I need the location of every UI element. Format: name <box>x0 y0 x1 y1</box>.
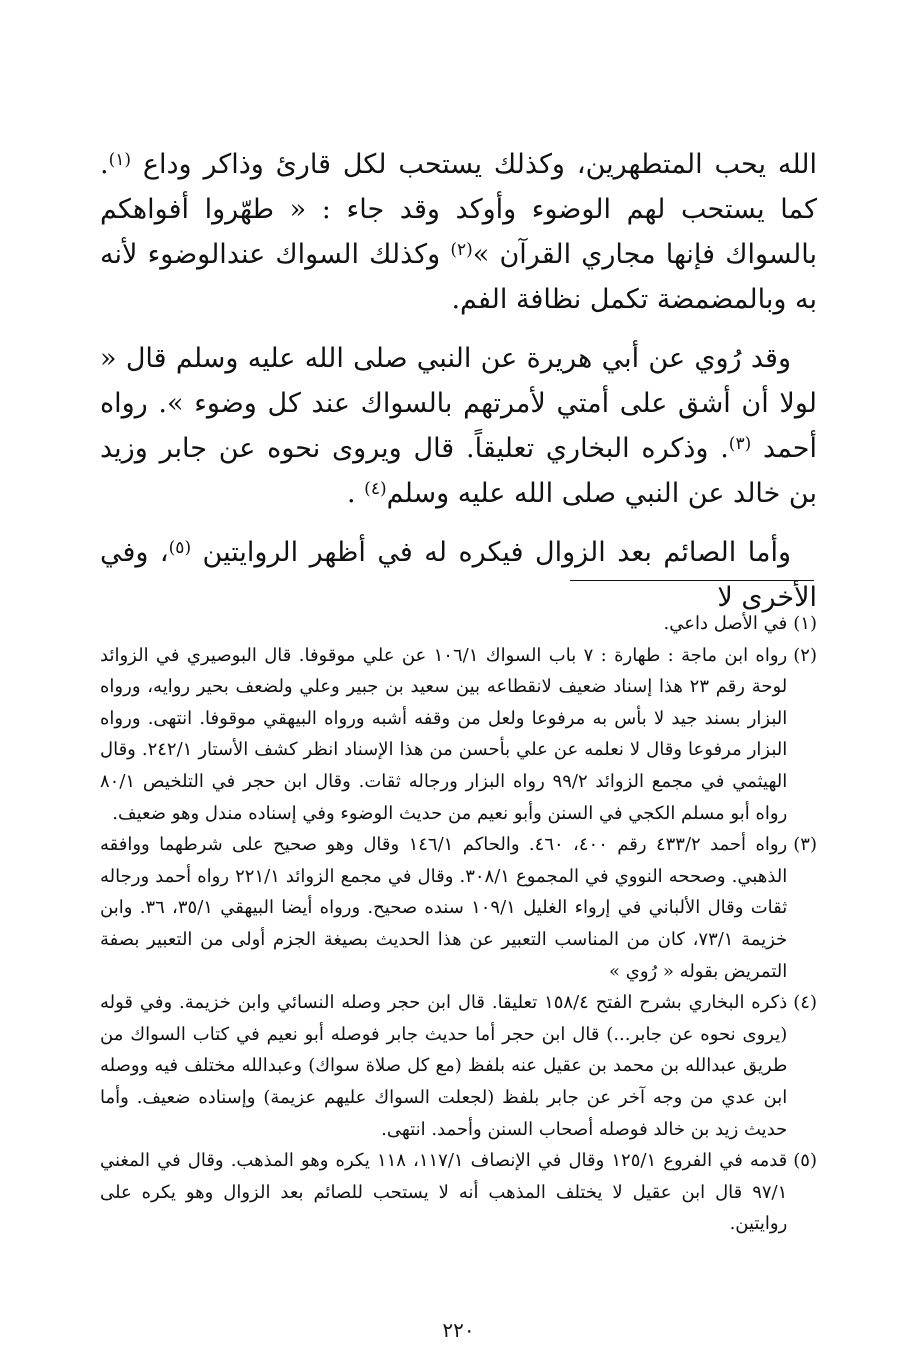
footnote-text: رواه أحمد ٤٣٣/٢ رقم ٤٠٠، ٤٦٠. والحاكم ١٤٦/١ وقال وهو صحيح على شرطهما ووافقه الذهبي. وصححه النووي في المجموع ٣٠٨/١. وقال في مجمع الزوائد ٢٢١/١ رواه أحمد ورجاله ثقات وقال الألباني في إرواء الغليل ١٠٩/١ سنده صحيح. ورواه أيضا البيهقي ٣٥/١، ٣٦. وابن خزيمة ٧٣/١، كان من المناسب التعبير عن هذا الحديث بصيغة الجزم أولى من التعبير بصفة التمريض بقوله « رُوي » <box>100 834 788 982</box>
body-text-segment: وكذلك السواك عندالوضوء لأنه به وبالمضمضة تكمل نظافة الفم. <box>100 239 817 315</box>
footnote-reference: (٥) <box>168 538 192 558</box>
footnote-number: (٣) <box>793 834 817 856</box>
footnote-reference: (٣) <box>728 434 752 454</box>
footnote-text: قدمه في الفروع ١٢٥/١ وقال في الإنصاف ١١٧/١، ١١٨ يكره وهو المذهب. وقال في المغني ٩٧/١ قال ابن عقيل لا يختلف المذهب أنه لا يستحب للصائم بعد الزوال وهو يكره على روايتين. <box>100 1150 788 1235</box>
footnote-reference: (٤) <box>364 479 387 499</box>
footnote-number: (٤) <box>793 992 817 1014</box>
footnote-2 <box>100 640 817 830</box>
body-paragraph-1 <box>100 142 817 322</box>
body-text-segment: وقد رُوي عن أبي هريرة عن النبي صلى الله عليه وسلم قال « لولا أن أشق على أمتي لأمرتهم بالسواك عند كل وضوء ». رواه أحمد <box>100 343 818 464</box>
footnote-4 <box>100 987 817 1145</box>
footnotes <box>100 608 817 1240</box>
page-body <box>100 142 817 634</box>
footnote-text: ذكره البخاري بشرح الفتح ١٥٨/٤ تعليقا. قال ابن حجر وصله النسائي وابن خزيمة. وفي قوله (يروى نحوه عن جابر...) قال ابن حجر أما حديث جابر فوصله أبو نعيم في كتاب السواك من طريق عبدالله بن محمد بن عقيل عنه بلفظ (مع كل صلاة سواك) وعبدالله مختلف فيه ووصله ابن عدي من وجه آخر عن جابر بلفظ (لجعلت السواك عليهم عزيمة) وإسناده ضعيف. وأما حديث زيد بن خالد فوصله أصحاب السنن وأحمد. انتهى. <box>100 992 788 1140</box>
footnote-text: في الأصل داعي. <box>663 613 788 634</box>
footnote-number: (٥) <box>793 1150 817 1172</box>
body-text-segment: وأما الصائم بعد الزوال فيكره له في أظهر الروايتين <box>191 537 791 568</box>
footnote-5 <box>100 1145 817 1240</box>
footnote-separator <box>570 580 814 581</box>
body-text-segment: ، وفي الأخرى لا <box>100 537 817 613</box>
body-paragraph-2 <box>100 336 817 516</box>
body-text-segment: . كما يستحب لهم الوضوء وأوكد وقد جاء : « طهّروا أفواهكم بالسواك فإنها مجاري القرآن » <box>100 149 817 270</box>
main-text <box>100 142 817 620</box>
footnote-3 <box>100 829 817 987</box>
page-number: ٢٢٠ <box>442 1318 475 1342</box>
footnote-reference: (١) <box>108 150 132 170</box>
body-text-segment: . وذكره البخاري تعليقاً. قال ويروى نحوه عن جابر وزيد بن خالد عن النبي صلى الله عليه وسلم <box>100 433 817 509</box>
footnote-number: (٢) <box>793 644 817 666</box>
body-paragraph-3 <box>100 530 817 620</box>
body-text-segment: الله يحب المتطهرين، وكذلك يستحب لكل قارئ وذاكر وداع <box>131 149 817 180</box>
footnote-text: رواه ابن ماجة : طهارة : ٧ باب السواك ١٠٦/١ عن علي موقوفا. قال البوصيري في الزوائد لوحة رقم ٢٣ هذا إسناد ضعيف لانقطاعه بين سعيد بن جبير وعلي ولضعف بحير روايه، ورواه البزار بسند جيد لا بأس به مرفوعا ولعل من وقفه أشبه ورواه البيهقي موقوفا. انتهى. ورواه البزار مرفوعا وقال لا نعلمه عن علي بأحسن من هذا الإسناد انظر كشف الأستار ٢٤٢/١. وقال الهيثمي في مجمع الزوائد ٩٩/٢ رواه البزار ورجاله ثقات. وقال ابن حجر في التلخيص ٨٠/١ رواه أبو مسلم الكجي في السنن وأبو نعيم من حديث الوضوء وفي إسناده مندل وهو ضعيف. <box>100 644 788 824</box>
footnote-1 <box>100 608 817 640</box>
footnote-reference: (٢) <box>450 240 473 260</box>
body-text-segment: . <box>347 478 365 509</box>
footnote-number: (١) <box>793 613 817 634</box>
